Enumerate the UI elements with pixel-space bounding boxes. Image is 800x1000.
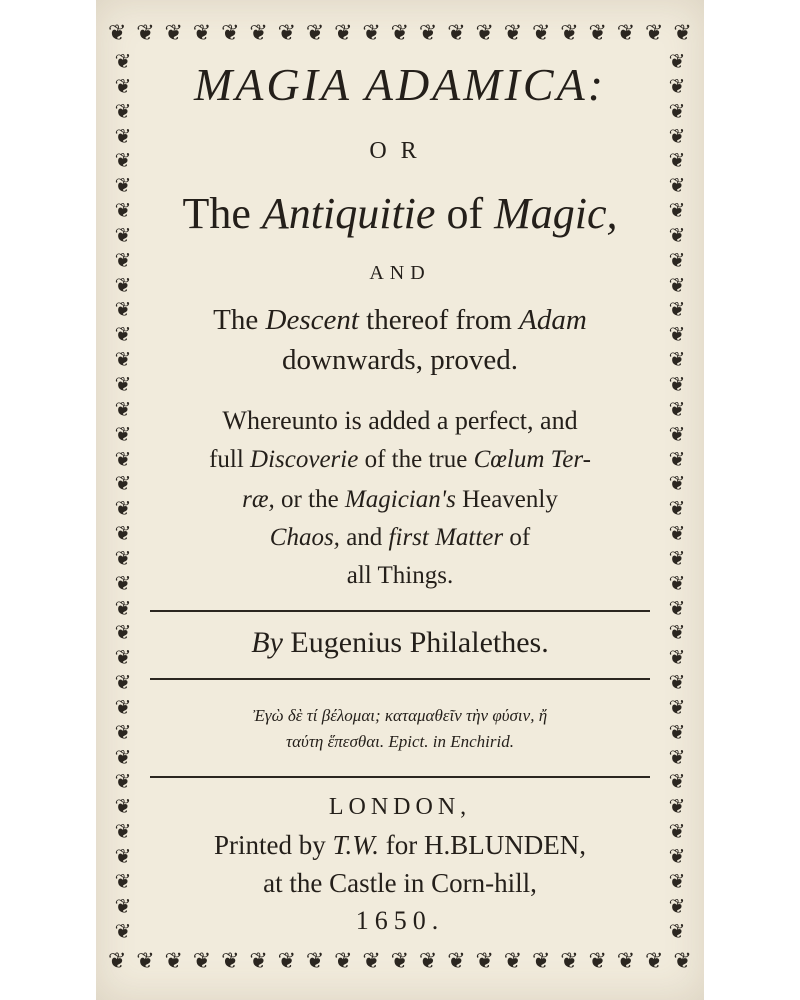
fleuron-ornament-icon: ❦ [249, 20, 268, 45]
fleuron-ornament-icon: ❦ [114, 498, 132, 521]
fleuron-ornament-icon: ❦ [114, 100, 132, 123]
fleuron-ornament-icon: ❦ [668, 523, 686, 546]
fleuron-ornament-icon: ❦ [390, 948, 410, 973]
fleuron-ornament-icon: ❦ [334, 948, 353, 973]
fleuron-ornament-icon: ❦ [616, 20, 636, 45]
fleuron-ornament-icon: ❦ [114, 52, 132, 73]
fleuron-ornament-icon: ❦ [114, 696, 132, 719]
desc3-b: or the [281, 486, 339, 513]
fleuron-ornament-icon: ❦ [588, 948, 607, 973]
fleuron-ornament-icon: ❦ [475, 948, 494, 973]
fleuron-ornament-icon: ❦ [192, 20, 212, 45]
desc2-d: Cœlum Ter- [473, 446, 591, 473]
fleuron-ornament-icon: ❦ [114, 672, 132, 695]
fleuron-ornament-icon: ❦ [114, 373, 132, 396]
fleuron-ornament-icon: ❦ [114, 547, 132, 570]
fleuron-ornament-icon: ❦ [277, 20, 297, 45]
fleuron-ornament-icon: ❦ [114, 398, 132, 421]
fleuron-ornament-icon: ❦ [531, 20, 551, 45]
fleuron-ornament-icon: ❦ [668, 52, 686, 73]
fleuron-ornament-icon: ❦ [334, 20, 353, 45]
description-line-3 [144, 486, 656, 514]
imprint-for: for H.BLUNDEN, [385, 830, 586, 860]
fleuron-ornament-icon: ❦ [418, 948, 438, 973]
fleuron-ornament-icon: ❦ [668, 373, 686, 396]
fleuron-ornament-icon: ❦ [668, 721, 686, 744]
fleuron-ornament-icon: ❦ [668, 895, 686, 918]
fleuron-ornament-icon: ❦ [668, 175, 686, 198]
fleuron-ornament-icon: ❦ [503, 20, 523, 45]
desc3-a: ræ, [242, 486, 275, 513]
book-title: MAGIA ADAMICA: [193, 59, 607, 110]
fleuron-ornament-icon: ❦ [114, 721, 132, 744]
fleuron-ornament-icon: ❦ [108, 948, 127, 973]
fleuron-ornament-icon: ❦ [447, 20, 466, 45]
fleuron-ornament-icon: ❦ [114, 448, 132, 471]
rule-below-author [150, 678, 650, 680]
left-ornament-border [108, 52, 138, 942]
greek-epigraph-line-2 [144, 732, 656, 752]
fleuron-ornament-icon: ❦ [114, 572, 132, 595]
imprint-address: at the Castle in Corn-hill, [263, 868, 537, 898]
descent-adam: Adam [519, 304, 587, 336]
imprint-printer-line [144, 830, 656, 861]
fleuron-ornament-icon: ❦ [560, 20, 579, 45]
subtitle-antiquity [144, 188, 656, 239]
fleuron-ornament-icon: ❦ [164, 20, 183, 45]
desc2-a: full [209, 446, 244, 473]
imprint-printer: T.W. [332, 830, 380, 860]
imprint-printed-by: Printed by [213, 830, 326, 860]
fleuron-ornament-icon: ❦ [668, 473, 686, 496]
fleuron-ornament-icon: ❦ [668, 75, 686, 98]
fleuron-ornament-icon: ❦ [277, 948, 297, 973]
fleuron-ornament-icon: ❦ [668, 672, 686, 695]
fleuron-ornament-icon: ❦ [668, 597, 686, 620]
fleuron-ornament-icon: ❦ [668, 274, 686, 297]
fleuron-ornament-icon: ❦ [114, 895, 132, 918]
fleuron-ornament-icon: ❦ [114, 870, 132, 893]
fleuron-ornament-icon: ❦ [668, 349, 686, 372]
subtitle-magic: Magic, [494, 189, 618, 238]
author-by: By [251, 626, 283, 659]
fleuron-ornament-icon: ❦ [114, 647, 132, 670]
fleuron-ornament-icon: ❦ [560, 948, 579, 973]
epigraph-citation: Epict. in Enchirid. [388, 732, 514, 751]
fleuron-ornament-icon: ❦ [668, 746, 686, 769]
fleuron-ornament-icon: ❦ [249, 948, 268, 973]
fleuron-ornament-icon: ❦ [668, 622, 686, 645]
desc2-c: of the true [364, 446, 468, 473]
and-word: AND [369, 262, 431, 284]
epigraph-greek: ταύτη ἕπεσθαι. [286, 732, 385, 751]
fleuron-ornament-icon: ❦ [668, 696, 686, 719]
fleuron-ornament-icon: ❦ [668, 771, 686, 794]
fleuron-ornament-icon: ❦ [114, 299, 132, 322]
desc3-c: Magician's [344, 486, 456, 513]
fleuron-ornament-icon: ❦ [114, 473, 132, 496]
fleuron-ornament-icon: ❦ [114, 771, 132, 794]
fleuron-ornament-icon: ❦ [668, 150, 686, 173]
fleuron-ornament-icon: ❦ [531, 948, 551, 973]
fleuron-ornament-icon: ❦ [503, 948, 523, 973]
fleuron-ornament-icon: ❦ [668, 200, 686, 223]
fleuron-ornament-icon: ❦ [668, 125, 686, 148]
subtitle-downwards: downwards, proved. [282, 344, 518, 376]
greek-epigraph-line-1: Ἐγὼ δὲ τί βέλομαι; καταμαθεῖν τὴν φύσιν, ἤ [252, 706, 548, 725]
fleuron-ornament-icon: ❦ [668, 920, 686, 942]
fleuron-ornament-icon: ❦ [114, 75, 132, 98]
fleuron-ornament-icon: ❦ [668, 796, 686, 819]
rule-above-imprint [150, 776, 650, 778]
fleuron-ornament-icon: ❦ [475, 20, 494, 45]
fleuron-ornament-icon: ❦ [305, 20, 325, 45]
fleuron-ornament-icon: ❦ [114, 349, 132, 372]
fleuron-ornament-icon: ❦ [164, 948, 183, 973]
fleuron-ornament-icon: ❦ [673, 20, 692, 45]
fleuron-ornament-icon: ❦ [114, 920, 132, 942]
fleuron-ornament-icon: ❦ [418, 20, 438, 45]
fleuron-ornament-icon: ❦ [221, 948, 240, 973]
fleuron-ornament-icon: ❦ [108, 20, 127, 45]
fleuron-ornament-icon: ❦ [668, 498, 686, 521]
fleuron-ornament-icon: ❦ [114, 821, 132, 844]
subtitle-antiquitie: Antiquitie [261, 189, 436, 238]
desc2-b: Discoverie [250, 446, 359, 473]
fleuron-ornament-icon: ❦ [114, 746, 132, 769]
bottom-ornament-border [108, 946, 692, 976]
author-name: Eugenius Philalethes. [290, 626, 549, 659]
fleuron-ornament-icon: ❦ [668, 647, 686, 670]
desc4-b: and [346, 524, 383, 551]
imprint-city: LONDON, [328, 794, 472, 820]
fleuron-ornament-icon: ❦ [668, 846, 686, 868]
desc4-d: of [509, 524, 531, 551]
imprint-year: 1650. [355, 906, 445, 935]
fleuron-ornament-icon: ❦ [447, 948, 466, 973]
fleuron-ornament-icon: ❦ [645, 948, 664, 973]
fleuron-ornament-icon: ❦ [114, 175, 132, 198]
fleuron-ornament-icon: ❦ [588, 20, 607, 45]
subtitle-of: of [446, 189, 484, 238]
fleuron-ornament-icon: ❦ [114, 796, 132, 819]
fleuron-ornament-icon: ❦ [362, 20, 381, 45]
author-line [144, 626, 656, 660]
fleuron-ornament-icon: ❦ [645, 20, 664, 45]
fleuron-ornament-icon: ❦ [668, 547, 686, 570]
fleuron-ornament-icon: ❦ [114, 423, 132, 446]
subtitle-the: The [182, 189, 251, 238]
or-word: OR [369, 138, 431, 164]
fleuron-ornament-icon: ❦ [668, 821, 686, 844]
fleuron-ornament-icon: ❦ [136, 948, 155, 973]
subtitle-descent [144, 304, 656, 337]
fleuron-ornament-icon: ❦ [192, 948, 212, 973]
fleuron-ornament-icon: ❦ [390, 20, 410, 45]
fleuron-ornament-icon: ❦ [668, 398, 686, 421]
fleuron-ornament-icon: ❦ [305, 948, 325, 973]
fleuron-ornament-icon: ❦ [616, 948, 636, 973]
fleuron-ornament-icon: ❦ [668, 448, 686, 471]
fleuron-ornament-icon: ❦ [114, 274, 132, 297]
fleuron-ornament-icon: ❦ [673, 948, 692, 973]
fleuron-ornament-icon: ❦ [668, 100, 686, 123]
desc4-a: Chaos, [269, 524, 340, 551]
fleuron-ornament-icon: ❦ [668, 423, 686, 446]
fleuron-ornament-icon: ❦ [114, 200, 132, 223]
fleuron-ornament-icon: ❦ [114, 523, 132, 546]
fleuron-ornament-icon: ❦ [114, 125, 132, 148]
fleuron-ornament-icon: ❦ [114, 597, 132, 620]
fleuron-ornament-icon: ❦ [114, 324, 132, 347]
fleuron-ornament-icon: ❦ [668, 324, 686, 347]
fleuron-ornament-icon: ❦ [668, 870, 686, 893]
desc4-c: first Matter [388, 524, 504, 551]
descent-the: The [213, 304, 259, 336]
right-ornament-border [662, 52, 692, 942]
description-line-2 [144, 446, 656, 474]
fleuron-ornament-icon: ❦ [668, 572, 686, 595]
fleuron-ornament-icon: ❦ [668, 224, 686, 247]
title-page [96, 0, 704, 1000]
desc3-d: Heavenly [462, 486, 558, 513]
top-ornament-border [108, 18, 692, 48]
fleuron-ornament-icon: ❦ [362, 948, 381, 973]
fleuron-ornament-icon: ❦ [668, 249, 686, 272]
descent-mid: thereof from [366, 304, 512, 336]
fleuron-ornament-icon: ❦ [136, 20, 155, 45]
descent-word: Descent [265, 304, 359, 336]
fleuron-ornament-icon: ❦ [114, 846, 132, 868]
fleuron-ornament-icon: ❦ [114, 622, 132, 645]
fleuron-ornament-icon: ❦ [221, 20, 240, 45]
description-line-1: Whereunto is added a perfect, and [222, 406, 578, 435]
description-line-5: all Things. [346, 562, 454, 589]
fleuron-ornament-icon: ❦ [114, 224, 132, 247]
fleuron-ornament-icon: ❦ [114, 249, 132, 272]
rule-above-author [150, 610, 650, 612]
description-line-4 [144, 524, 656, 552]
fleuron-ornament-icon: ❦ [668, 299, 686, 322]
fleuron-ornament-icon: ❦ [114, 150, 132, 173]
